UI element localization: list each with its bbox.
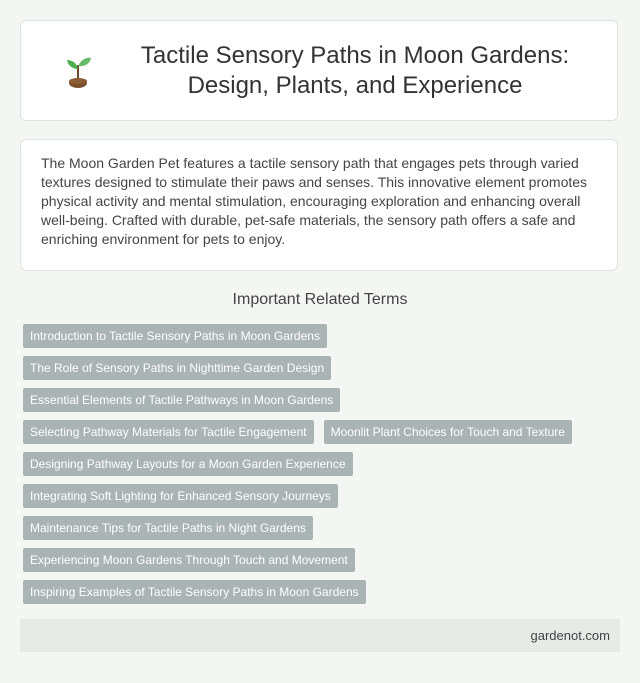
page-title: Tactile Sensory Paths in Moon Gardens: Design, Plants, and Experience [140,41,570,99]
footer [20,619,620,652]
related-term-tag[interactable]: Inspiring Examples of Tactile Sensory Paths in Moon Gardens [23,580,366,604]
related-term-tag[interactable]: Experiencing Moon Gardens Through Touch and Movement [23,548,355,572]
tag-row [23,388,623,412]
tag-row [23,420,623,444]
related-term-tag[interactable]: Essential Elements of Tactile Pathways in Moon Gardens [23,388,340,412]
related-term-tag[interactable]: Selecting Pathway Materials for Tactile Engagement [23,420,314,444]
related-term-tag[interactable]: Designing Pathway Layouts for a Moon Garden Experience [23,452,353,476]
related-term-tag[interactable]: Moonlit Plant Choices for Touch and Texture [324,420,572,444]
seedling-icon [61,51,95,91]
footer-site-link[interactable]: gardenot.com [530,628,610,643]
tag-row [23,548,623,572]
tag-row [23,324,623,348]
tag-row [23,356,623,380]
tag-row [23,484,623,508]
related-term-tag[interactable]: The Role of Sensory Paths in Nighttime Garden Design [23,356,331,380]
related-term-tag[interactable]: Integrating Soft Lighting for Enhanced Sensory Journeys [23,484,338,508]
tag-row [23,452,623,476]
related-term-tag[interactable]: Maintenance Tips for Tactile Paths in Night Gardens [23,516,313,540]
related-terms-list [23,324,623,612]
title-card [20,20,618,121]
description-card [20,139,618,271]
tag-row [23,580,623,604]
related-term-tag[interactable]: Introduction to Tactile Sensory Paths in Moon Gardens [23,324,327,348]
description-text: The Moon Garden Pet features a tactile sensory path that engages pets through varied textures designed to stimulate their paws and senses. This innovative element promotes physical activity and mental stimulation, encouraging exploration and enhancing overall well-being. Crafted with durable, pet-safe materials, the sensory path offers a safe and enriching environment for pets to enjoy. [41,155,588,247]
related-terms-heading: Important Related Terms [232,291,408,308]
tag-row [23,516,623,540]
